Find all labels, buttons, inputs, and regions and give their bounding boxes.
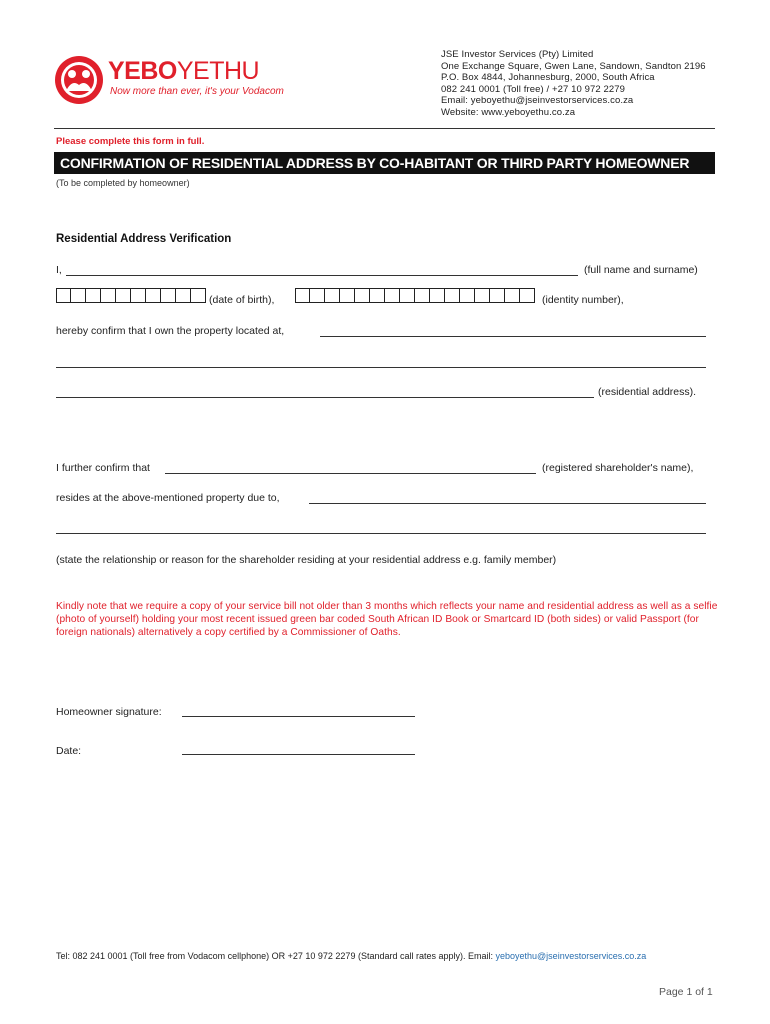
id-box[interactable] — [460, 288, 475, 303]
identity-number-boxes[interactable] — [295, 288, 535, 303]
id-box[interactable] — [310, 288, 325, 303]
form-subtitle: (To be completed by homeowner) — [56, 178, 190, 188]
dob-box[interactable] — [146, 288, 161, 303]
id-box[interactable] — [505, 288, 520, 303]
residential-address-label: (residential address). — [598, 386, 697, 398]
company-street: One Exchange Square, Gwen Lane, Sandown, Sandton 2196 — [441, 60, 706, 72]
id-box[interactable] — [475, 288, 490, 303]
company-po-box: P.O. Box 4844, Johannesburg, 2000, South Africa — [441, 72, 655, 83]
logo-word-yethu: YETHU — [176, 57, 260, 85]
logo-wordmark — [108, 56, 259, 86]
dob-box[interactable] — [191, 288, 206, 303]
date-of-birth-label: (date of birth), — [209, 294, 275, 306]
documents-notice: Kindly note that we require a copy of your service bill not older than 3 months which reflects your name and residential address as well as a selfie (photo of yourself) holding your most recent issued green bar coded South African ID Book or Smartcard ID (both sides) or valid Passport (for foreign nationals) alternatively a copy certified by a Commissioner of Oaths. — [56, 601, 718, 638]
company-phone: 082 241 0001 (Toll free) / +27 10 972 2279 — [441, 83, 626, 95]
dob-box[interactable] — [176, 288, 191, 303]
relationship-field-2[interactable] — [56, 533, 706, 534]
id-box[interactable] — [385, 288, 400, 303]
homeowner-signature-field[interactable] — [182, 716, 415, 717]
footer-text: Tel: 082 241 0001 (Toll free from Vodacom cellphone) OR +27 10 972 2279 (Standard call rates apply). Email: — [56, 951, 496, 961]
dob-box[interactable] — [86, 288, 101, 303]
homeowner-signature-label: Homeowner signature: — [56, 706, 162, 718]
date-field[interactable] — [182, 754, 415, 755]
id-box[interactable] — [415, 288, 430, 303]
dob-box[interactable] — [71, 288, 86, 303]
complete-form-note: Please complete this form in full. — [56, 136, 205, 147]
id-box[interactable] — [400, 288, 415, 303]
property-address-field-3[interactable] — [56, 397, 594, 398]
id-box[interactable] — [340, 288, 355, 303]
id-box[interactable] — [295, 288, 310, 303]
i-label: I, — [56, 264, 62, 276]
footer-email-link[interactable]: yeboyethu@jseinvestorservices.co.za — [495, 951, 647, 961]
dob-box[interactable] — [131, 288, 146, 303]
relationship-note: (state the relationship or reason for the shareholder residing at your residential address e.g. family member) — [56, 554, 557, 566]
resides-label: resides at the above-mentioned property due to, — [56, 492, 280, 504]
dob-box[interactable] — [101, 288, 116, 303]
property-address-field-1[interactable] — [320, 336, 706, 337]
full-name-field[interactable] — [66, 275, 578, 276]
id-box[interactable] — [490, 288, 505, 303]
further-confirm-label: I further confirm that — [56, 462, 150, 474]
id-box[interactable] — [370, 288, 385, 303]
property-address-field-2[interactable] — [56, 367, 706, 368]
company-website: Website: www.yeboyethu.co.za — [441, 106, 576, 118]
id-box[interactable] — [520, 288, 535, 303]
identity-number-label: (identity number), — [542, 294, 624, 306]
shareholder-name-field[interactable] — [165, 473, 536, 474]
dob-box[interactable] — [161, 288, 176, 303]
page-number: Page 1 of 1 — [659, 986, 713, 998]
header-divider — [54, 128, 715, 129]
full-name-label: (full name and surname) — [584, 264, 698, 276]
logo-word-yebo: YEBO — [108, 57, 177, 85]
confirm-property-label: hereby confirm that I own the property located at, — [56, 325, 285, 337]
company-address-block — [441, 49, 706, 118]
logo-tagline: Now more than ever, it's your Vodacom — [110, 86, 284, 97]
id-box[interactable] — [325, 288, 340, 303]
dob-box[interactable] — [116, 288, 131, 303]
relationship-field-1[interactable] — [309, 503, 706, 504]
form-title: CONFIRMATION OF RESIDENTIAL ADDRESS BY CO-HABITANT OR THIRD PARTY HOMEOWNER — [54, 152, 715, 174]
date-of-birth-boxes[interactable] — [56, 288, 206, 303]
dob-box[interactable] — [56, 288, 71, 303]
date-label: Date: — [56, 745, 82, 757]
footer-contact — [56, 951, 646, 961]
company-email: Email: yeboyethu@jseinvestorservices.co.za — [441, 95, 634, 106]
id-box[interactable] — [445, 288, 460, 303]
shareholder-name-label: (registered shareholder's name), — [542, 462, 694, 474]
yeboyethu-logo-icon — [54, 55, 104, 105]
section-heading: Residential Address Verification — [56, 233, 232, 245]
id-box[interactable] — [430, 288, 445, 303]
company-name: JSE Investor Services (Pty) Limited — [441, 49, 594, 60]
id-box[interactable] — [355, 288, 370, 303]
